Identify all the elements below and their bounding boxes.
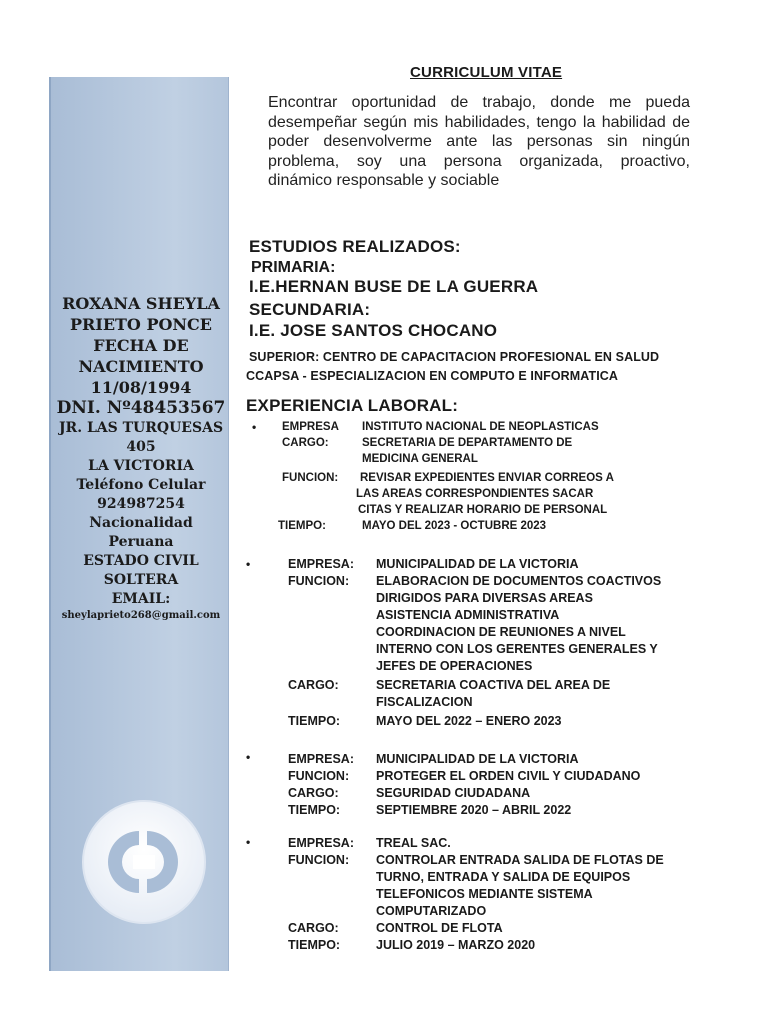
personal-info	[51, 293, 231, 623]
job-2-funcion-3: ASISTENCIA ADMINISTRATIVA	[376, 608, 560, 622]
job-2-tiempo-label: TIEMPO:	[288, 714, 341, 728]
job-3-empresa-label: EMPRESA:	[288, 752, 354, 766]
secondary-school: I.E. JOSE SANTOS CHOCANO	[249, 321, 498, 340]
phone-number: 924987254	[97, 496, 185, 512]
job-4-funcion-1: CONTROLAR ENTRADA SALIDA DE FLOTAS DE	[376, 853, 664, 867]
birth-label-2: NACIMIENTO	[78, 357, 204, 376]
job-entry-4	[288, 835, 664, 954]
nationality-label: Nacionalidad	[89, 515, 193, 531]
job-1-empresa: INSTITUTO NACIONAL DE NEOPLASTICAS	[362, 421, 599, 433]
job-2-cargo-1: SECRETARIA COACTIVA DEL AREA DE	[376, 678, 611, 692]
objective-paragraph: Encontrar oportunidad de trabajo, donde me pueda desempeñar según mis habilidades, tengo la habilidad de poder desenvolverme ante las personas sin ningún problema, soy una persona organizada, proactivo, dinámico responsable y sociable	[268, 94, 690, 189]
job-2-cargo-2: FISCALIZACION	[376, 695, 473, 709]
job-3-cargo-label: CARGO:	[288, 786, 339, 800]
district: LA VICTORIA	[88, 458, 194, 474]
job-4-empresa-label: EMPRESA:	[288, 836, 354, 850]
studies-heading: ESTUDIOS REALIZADOS:	[249, 237, 461, 256]
job-4-tiempo: JULIO 2019 – MARZO 2020	[376, 938, 536, 952]
job-2-funcion-label: FUNCION:	[288, 574, 350, 588]
primary-label: PRIMARIA:	[251, 259, 336, 276]
job-2-funcion-4: COORDINACION DE REUNIONES A NIVEL	[376, 625, 626, 639]
birth-label-1: FECHA DE	[93, 336, 189, 355]
job-2-funcion-6: JEFES DE OPERACIONES	[376, 659, 533, 673]
civil-status-label: ESTADO CIVIL	[83, 553, 199, 569]
job-2-cargo-label: CARGO:	[288, 678, 339, 692]
civil-status-value: SOLTERA	[103, 572, 179, 588]
address-line-2: 405	[126, 439, 156, 455]
job-entry-1	[278, 419, 614, 534]
job-4-funcion-2: TURNO, ENTRADA Y SALIDA DE EQUIPOS	[376, 870, 631, 884]
bullet-icon: •	[246, 835, 251, 849]
job-1-cargo-2: MEDICINA GENERAL	[362, 453, 478, 465]
job-4-cargo-1: CONTROL DE FLOTA	[376, 921, 503, 935]
job-3-tiempo-label: TIEMPO:	[288, 803, 341, 817]
superior-line-1: SUPERIOR: CENTRO DE CAPACITACION PROFESIONAL EN SALUD	[249, 350, 660, 364]
full-name-line-2: PRIETO PONCE	[70, 315, 212, 334]
page-title: CURRICULUM VITAE	[410, 64, 563, 81]
job-3-funcion-1: PROTEGER EL ORDEN CIVIL Y CIUDADANO	[376, 769, 641, 783]
bullet-icon: •	[246, 557, 251, 571]
job-4-cargo-label: CARGO:	[288, 921, 339, 935]
email-address: sheylaprieto268@gmail.com	[61, 610, 221, 621]
primary-school: I.E.HERNAN BUSE DE LA GUERRA	[249, 277, 539, 296]
address-line-1: JR. LAS TURQUESAS	[58, 420, 224, 436]
job-1-tiempo: MAYO DEL 2023 - OCTUBRE 2023	[362, 520, 547, 532]
sidebar-panel	[49, 77, 229, 971]
job-entry-3	[288, 751, 640, 819]
job-4-funcion-3: TELEFONICOS MEDIANTE SISTEMA	[376, 887, 593, 901]
job-4-empresa: TREAL SAC.	[376, 836, 451, 850]
phone-label: Teléfono Celular	[76, 477, 206, 493]
job-1-funcion-label: FUNCION:	[282, 472, 339, 484]
job-3-tiempo: SEPTIEMBRE 2020 – ABRIL 2022	[376, 803, 572, 817]
job-1-funcion-3: CITAS Y REALIZAR HORARIO DE PERSONAL	[358, 504, 608, 516]
job-3-empresa: MUNICIPALIDAD DE LA VICTORIA	[376, 752, 579, 766]
secondary-label: SECUNDARIA:	[249, 300, 371, 319]
job-1-tiempo-label: TIEMPO:	[278, 520, 326, 532]
job-1-funcion-2: LAS AREAS CORRESPONDIENTES SACAR	[356, 488, 594, 500]
job-entry-2	[288, 556, 661, 730]
full-name-line-1: ROXANA SHEYLA	[62, 294, 220, 313]
birth-date: 11/08/1994	[90, 378, 192, 397]
nationality-value: Peruana	[108, 534, 174, 550]
job-2-funcion-1: ELABORACION DE DOCUMENTOS COACTIVOS	[376, 574, 662, 588]
experience-heading: EXPERIENCIA LABORAL:	[246, 396, 459, 415]
bullet-icon: •	[246, 750, 251, 764]
circle-logo-icon	[81, 799, 207, 925]
job-4-funcion-4: COMPUTARIZADO	[376, 904, 487, 918]
superior-line-2: CCAPSA - ESPECIALIZACION EN COMPUTO E INFORMATICA	[246, 369, 619, 383]
job-1-cargo-1: SECRETARIA DE DEPARTAMENTO DE	[362, 437, 573, 449]
job-2-empresa: MUNICIPALIDAD DE LA VICTORIA	[376, 557, 579, 571]
job-4-tiempo-label: TIEMPO:	[288, 938, 341, 952]
dni-number: DNI. Nº48453567	[56, 398, 226, 418]
job-1-cargo-label: CARGO:	[282, 437, 329, 449]
bullet-icon: •	[252, 420, 257, 434]
job-2-tiempo: MAYO DEL 2022 – ENERO 2023	[376, 714, 562, 728]
job-2-empresa-label: EMPRESA:	[288, 557, 354, 571]
email-label: EMAIL:	[111, 591, 171, 607]
job-1-empresa-label: EMPRESA	[282, 421, 339, 433]
job-2-funcion-5: INTERNO CON LOS GERENTES GENERALES Y	[376, 642, 658, 656]
job-3-cargo-1: SEGURIDAD CIUDADANA	[376, 786, 531, 800]
job-3-funcion-label: FUNCION:	[288, 769, 350, 783]
job-4-funcion-label: FUNCION:	[288, 853, 350, 867]
job-2-funcion-2: DIRIGIDOS PARA DIVERSAS AREAS	[376, 591, 593, 605]
job-1-funcion-1: REVISAR EXPEDIENTES ENVIAR CORREOS A	[360, 472, 614, 484]
